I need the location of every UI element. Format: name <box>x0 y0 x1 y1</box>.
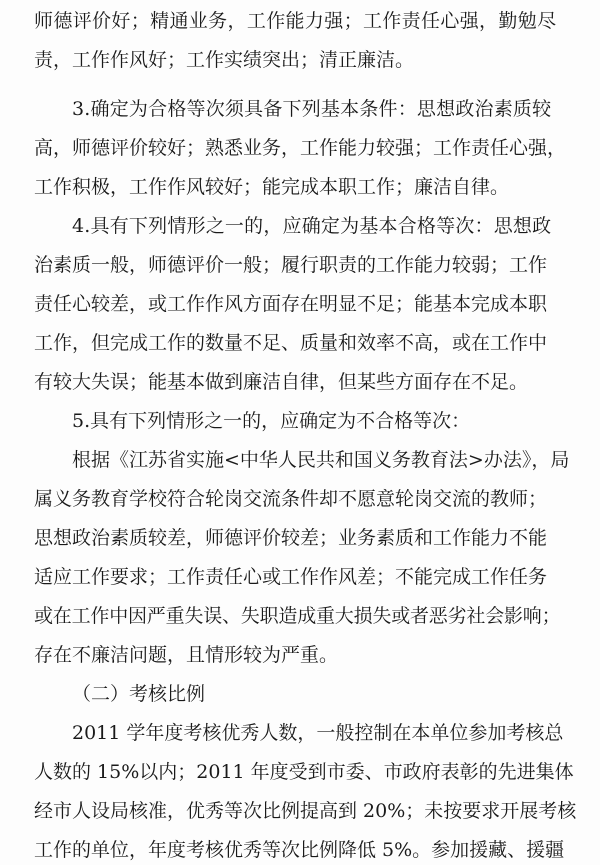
text-line: 属义务教育学校符合轮岗交流条件却不愿意轮岗交流的教师； <box>34 488 548 510</box>
text-line: 适应工作要求；工作责任心或工作作风差；不能完成工作任务 <box>34 566 548 588</box>
text-line: 责任心较差，或工作作风方面存在明显不足；能基本完成本职 <box>34 293 548 315</box>
text-line: 有较大失误；能基本做到廉洁自律，但某些方面存在不足。 <box>34 371 529 393</box>
text-line: 工作的单位，年度考核优秀等次比例降低 5%。参加援藏、援疆 <box>34 839 565 861</box>
text-line: 工作，但完成工作的数量不足、质量和效率不高，或在工作中 <box>34 332 548 354</box>
text-line: 经市人设局核准，优秀等次比例提高到 20%；未按要求开展考核 <box>34 800 577 822</box>
text-line: 治素质一般，师德评价一般；履行职责的工作能力较弱；工作 <box>34 254 548 276</box>
list-item: 4.具有下列情形之一的，应确定为基本合格等次：思想政 <box>72 215 552 237</box>
text-line: 责，工作作风好；工作实绩突出；清正廉洁。 <box>34 49 415 71</box>
list-item: 3.确定为合格等次须具备下列基本条件：思想政治素质较 <box>72 98 552 120</box>
text-line: 根据《江苏省实施<中华人民共和国义务教育法>办法》，局 <box>72 449 570 471</box>
text-line: 师德评价好；精通业务，工作能力强；工作责任心强，勤勉尽 <box>34 10 557 32</box>
text-line: 人数的 15%以内；2011 年度受到市委、市政府表彰的先进集体 <box>34 761 574 783</box>
list-item: 5.具有下列情形之一的，应确定为不合格等次： <box>72 410 471 432</box>
text-line: 或在工作中因严重失误、失职造成重大损失或者恶劣社会影响； <box>34 605 561 627</box>
text-line: 工作积极，工作作风较好；能完成本职工作；廉洁自律。 <box>34 176 510 198</box>
text-line: 思想政治素质较差，师德评价较差；业务素质和工作能力不能 <box>34 527 548 549</box>
text-line: 高，师德评价较好；熟悉业务，工作能力较强；工作责任心强， <box>34 137 567 159</box>
text-line: 2011 学年度考核优秀人数，一般控制在本单位参加考核总 <box>72 722 564 744</box>
text-line: 存在不廉洁问题，且情形较为严重。 <box>34 644 339 666</box>
section-heading: （二）考核比例 <box>72 683 206 705</box>
